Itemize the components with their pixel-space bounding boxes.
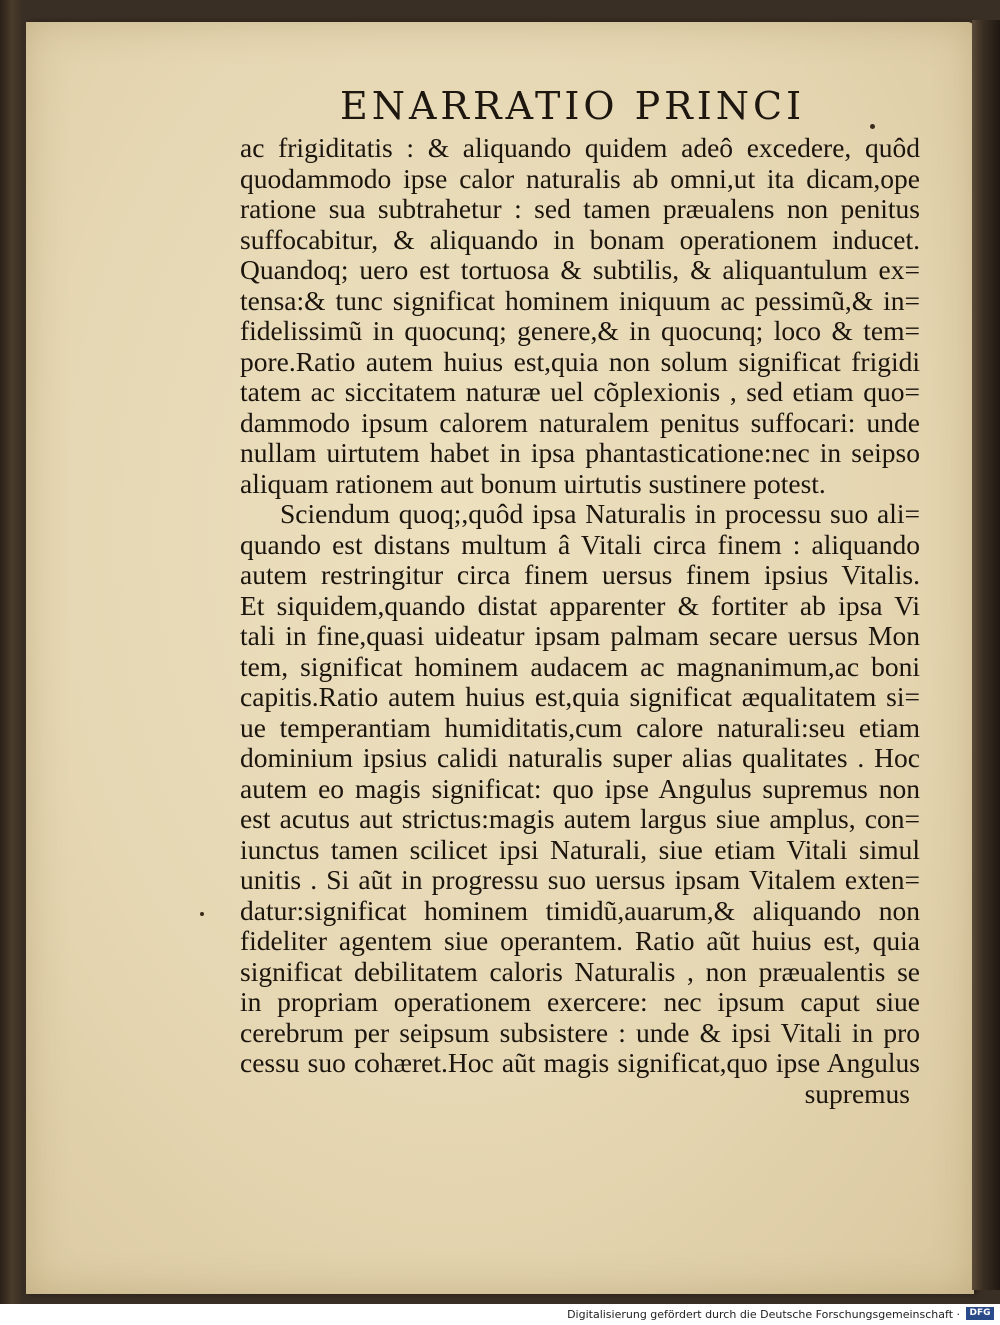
text-line: ratione sua subtrahetur : sed tamen præualens non penitus [240,193,920,224]
text-line: aliquam rationem aut bonum uirtutis sustinere potest. [240,467,826,499]
text-line: capitis.Ratio autem huius est,quia significat æqualitatem si= [240,681,920,712]
text-line: tali in fine,quasi uideatur ipsam palmam secare uersus Mon [240,620,920,651]
text-line: tatem ac siccitatem naturæ uel cõplexionis , sed etiam quo= [240,376,920,407]
catchword: supremus [804,1077,910,1109]
text-line: autem eo magis significat: quo ipse Angulus supremus non [240,772,920,804]
text-line: nullam uirtutem habet in ipsa phantasticatione:nec in seipso [240,437,920,468]
text-line: ac frigiditatis : & aliquando quidem adeô excedere, quôd [240,132,920,163]
text-line: significat debilitatem caloris Naturalis , non præualentis se [240,955,920,987]
text-line: iunctus tamen scilicet ipsi Naturali, siue etiam Vitali simul [240,833,920,865]
text-line: dammodo ipsum calorem naturalem penitus suffocari: unde [240,406,920,438]
text-line: suffocabitur, & aliquando in bonam operationem inducet. [240,223,920,255]
text-line: quando est distans multum â Vitali circa finem : aliquando [240,528,920,560]
text-line: quodammodo ipse calor naturalis ab omni,ut ita dicam,ope [240,162,920,194]
text-line: autem restringitur circa finem uersus finem ipsius Vitalis. [240,559,920,590]
ink-speck [870,124,875,129]
ink-speck [200,912,204,916]
text-line: fidelissimũ in quocunq; genere,& in quocunq; loco & tem= [240,315,920,346]
text-line: in propriam operationem exercere: nec ipsum caput siue [240,986,920,1017]
text-line: dominium ipsius calidi naturalis super alias qualitates . Hoc [240,742,920,773]
dfg-logo-icon: DFG [966,1307,994,1320]
text-line: datur:significat hominem timidũ,auarum,& aliquando non [240,894,920,926]
text-line: cerebrum per seipsum subsistere : unde & ipsi Vitali in pro [240,1016,920,1048]
text-line: cessu suo cohæret.Hoc aũt magis significat,quo ipse Angulus [240,1047,920,1078]
page-edge-shadow [972,20,1000,1290]
text-line: Et siquidem,quando distat apparenter & fortiter ab ipsa Vi [240,589,920,621]
text-line: ue temperantiam humiditatis,cum calore naturali:seu etiam [240,711,920,743]
running-title: ENARRATIO PRINCI [340,84,806,128]
text-line: pore.Ratio autem huius est,quia non solum significat frigidi [240,345,920,377]
text-line: Quandoq; uero est tortuosa & subtilis, & aliquantulum ex= [240,254,920,285]
text-line: fideliter agentem siue operantem. Ratio aũt huius est, quia [240,925,920,956]
body-text [240,133,920,1109]
text-line-paragraph-start: Sciendum quoq;,quôd ipsa Naturalis in processu suo ali= [280,498,920,529]
text-line: tensa:& tunc significat hominem iniquum ac pessimũ,& in= [240,284,920,316]
text-line: tem, significat hominem audacem ac magnanimum,ac boni [240,650,920,682]
text-line: est acutus aut strictus:magis autem largus siue amplus, con= [240,803,920,834]
footer-credit: Digitalisierung gefördert durch die Deutsche Forschungsgemeinschaft · [567,1308,960,1321]
text-line: unitis . Si aũt in progressu suo uersus ipsam Vitalem exten= [240,864,920,895]
